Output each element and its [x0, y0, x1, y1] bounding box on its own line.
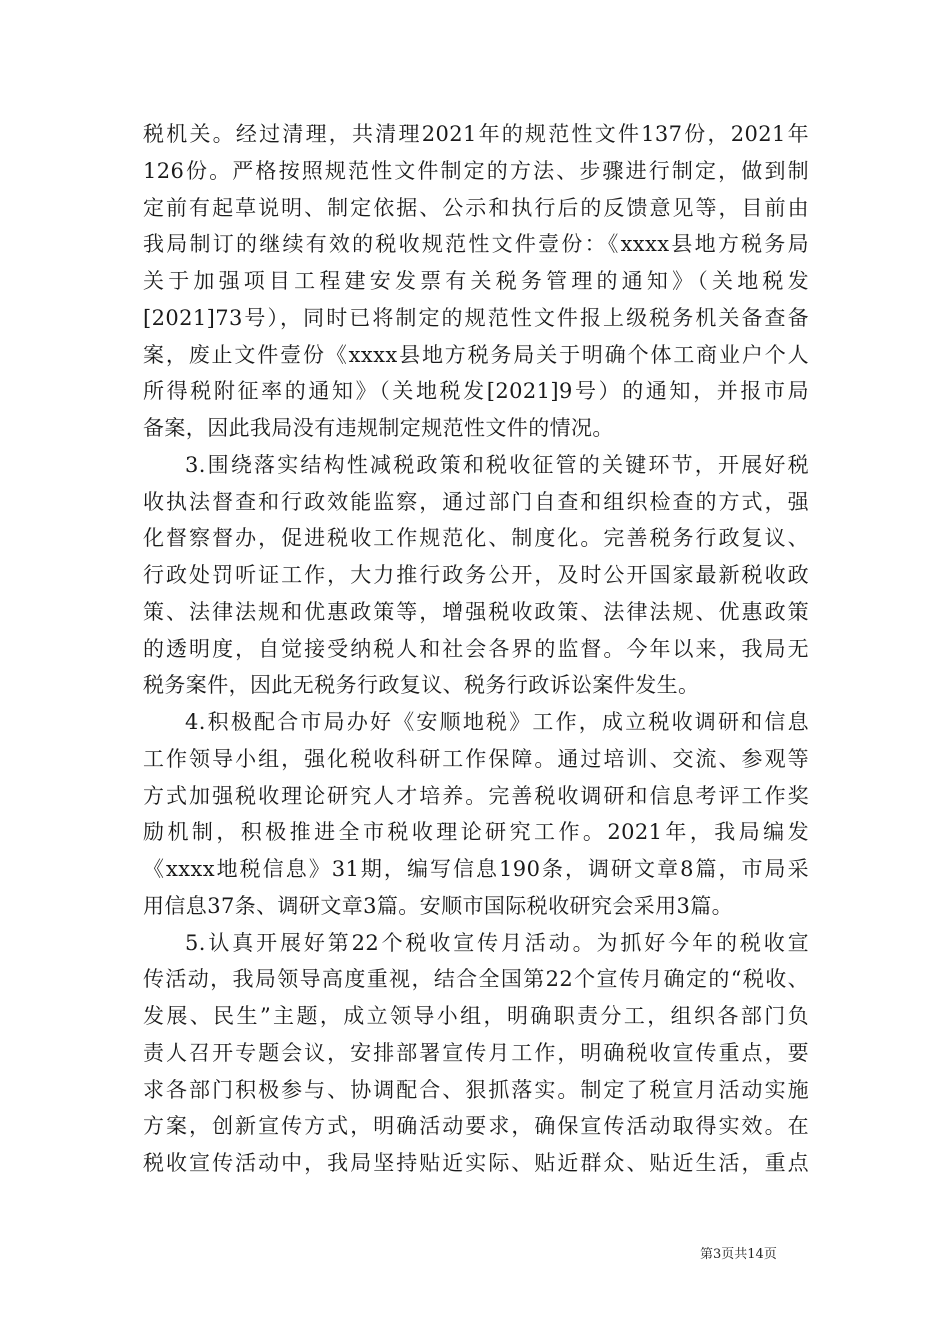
text-line: 我局制订的继续有效的税收规范性文件壹份：《xxxx县地方税务局 [143, 232, 809, 257]
text-line: 求各部门积极参与、协调配合、狠抓落实。制定了税宣月活动实施 [143, 1077, 809, 1102]
text-line: 税务案件，因此无税务行政复议、税务行政诉讼案件发生。 [143, 673, 700, 698]
text-line: 励机制，积极推进全市税收理论研究工作。2021年，我局编发 [143, 820, 809, 845]
text-line: 化督察督办，促进税收工作规范化、制度化。完善税务行政复议、 [143, 526, 809, 551]
text-line: 策、法律法规和优惠政策等，增强税收政策、法律法规、优惠政策 [143, 599, 809, 624]
text-line: 发展、民生”主题，成立领导小组，明确职责分工，组织各部门负 [143, 1004, 809, 1028]
text-line: 的透明度，自觉接受纳税人和社会各界的监督。今年以来，我局无 [143, 636, 809, 661]
text-line: 所得税附征率的通知》（关地税发[2021]9号）的通知，并报市局 [143, 379, 809, 404]
text-line: 工作领导小组，强化税收科研工作保障。通过培训、交流、参观等 [143, 746, 809, 771]
paragraph-3-start: 3.围绕落实结构性减税政策和税收征管的关键环节，开展好税 [185, 452, 809, 477]
text-line: 方式加强税收理论研究人才培养。完善税收调研和信息考评工作奖 [143, 783, 809, 808]
text-line: 备案，因此我局没有违规制定规范性文件的情况。 [143, 416, 614, 440]
document-body [143, 116, 809, 1182]
text-line: 税收宣传活动中，我局坚持贴近实际、贴近群众、贴近生活，重点 [143, 1151, 809, 1175]
text-line: 定前有起草说明、制定依据、公示和执行后的反馈意见等，目前由 [143, 195, 809, 220]
text-line: 收执法督查和行政效能监察，通过部门自查和组织检查的方式，强 [143, 489, 809, 514]
text-line: 案，废止文件壹份《xxxx县地方税务局关于明确个体工商业户个人 [143, 342, 809, 367]
text-line: [2021]73号），同时已将制定的规范性文件报上级税务机关备查备 [143, 305, 809, 330]
text-line: 行政处罚听证工作，大力推行政务公开，及时公开国家最新税收政 [143, 563, 809, 587]
text-line: 传活动，我局领导高度重视，结合全国第22个宣传月确定的“税收、 [143, 967, 809, 992]
text-line: 用信息37条、调研文章3篇。安顺市国际税收研究会采用3篇。 [143, 893, 734, 918]
paragraph-4-start: 4.积极配合市局办好《安顺地税》工作，成立税收调研和信息 [185, 710, 809, 734]
text-line: 《xxxx地税信息》31期，编写信息190条，调研文章8篇，市局采 [143, 857, 809, 881]
text-line: 方案，创新宣传方式，明确活动要求，确保宣传活动取得实效。在 [143, 1114, 809, 1139]
paragraph-5-start: 5.认真开展好第22个税收宣传月活动。为抓好今年的税收宣 [185, 930, 809, 955]
text-line: 126份。严格按照规范性文件制定的方法、步骤进行制定，做到制 [143, 158, 809, 183]
text-line: 责人召开专题会议，安排部署宣传月工作，明确税收宣传重点，要 [143, 1040, 809, 1065]
text-line: 税机关。经过清理，共清理2021年的规范性文件137份，2021年 [143, 122, 809, 146]
page-number-footer: 第3页共14页 [700, 1247, 777, 1262]
text-line: 关于加强项目工程建安发票有关税务管理的通知》（关地税发 [143, 269, 809, 293]
